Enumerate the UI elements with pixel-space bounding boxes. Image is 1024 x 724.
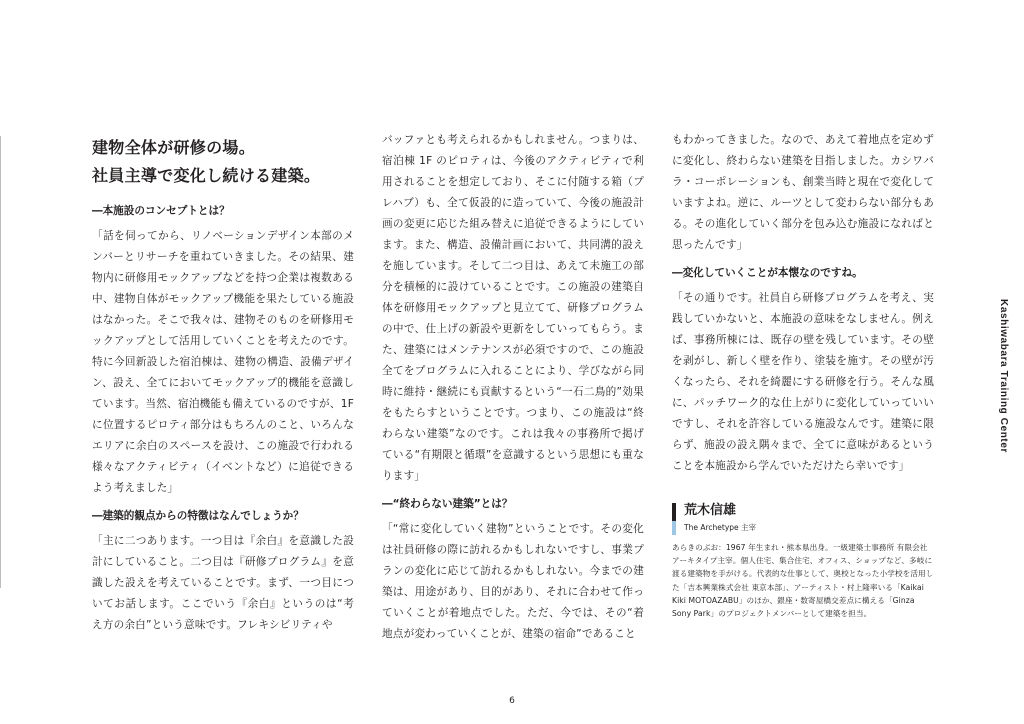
- article-title: [92, 134, 354, 190]
- title-line-2: 社員主導で変化し続ける建築。: [92, 166, 321, 185]
- title-line-1: 建物全体が研修の場。: [92, 138, 256, 157]
- answer-unending-part1: 「“常に変化していく建物”ということです。その変化は社員研修の際に訪れるかもしれないですし、事業プランの変化に応じて訪れるかもしれない。今までの建築は、用途があり、目的があり、それに合わせて作っていくことが着地点でした。ただ、今では、その“着地点が変わっていくことが、建築の宿命”であること: [382, 523, 644, 640]
- author-role-row: [684, 521, 934, 535]
- question-features: ―建築的観点からの特徴はなんでしょうか？: [92, 510, 304, 522]
- column-1: [92, 130, 354, 644]
- question-change: ―変化していくことが本懐なのですね。: [672, 267, 863, 279]
- author-profile: [672, 503, 934, 620]
- side-running-title: Kashiwabara Training Center: [998, 299, 1009, 454]
- column-2: [382, 130, 644, 653]
- question-unending-architecture: ―“終わらない建築”とは？: [382, 498, 513, 510]
- answer-concept: 「話を伺ってから、リノベーションデザイン本部のメンバーとリサーチを重ねていきました。その結果、建物内に研修用モックアップなどを持つ企業は複数ある中、建物自体がモックアップ機能を果たしている施設はなかった。そこで我々は、建物そのものを研修用モックアップとして活用していくことを考えたのです。特に今回新設した宿泊棟は、建物の構造、設備デザイン、設え、全てにおいてモックアップ的機能を意識しています。当然、宿泊機能も備えているのですが、1F に位置するピロティ部分はもちろんのこと、いろんなエリアに余白のスペースを設け、この施設で行われる様々なアクティビティ（イベントなど）に追従できるよう考えました」: [92, 230, 354, 494]
- answer-features-part1: 「主に二つあります。一つ目は『余白』を意識した設計にしていること。二つ目は『研修プログラム』を意識した設えを考えていることです。まず、一つ目についてお話します。ここでいう『余白』というのは“考え方の余白”という意味です。フレキシビリティや: [92, 535, 354, 631]
- author-bio: あらきのぶお：1967 年生まれ・熊本県出身。一級建築士事務所 有限会社アーキタイプ主宰。個人住宅、集合住宅、オフィス、ショップなど、多岐に渡る建築物を手がける。代表的な仕事として、奥校となった小学校を活用した「吉本興業株式会社 東京本部」、アーティスト・村上隆率いる「Kaikai Kiki MOTOAZABU」のほか、銀座・数寄屋橋交差点に構える「Ginza Sony Park」のプロジェクトメンバーとして建築を担当。: [672, 543, 934, 619]
- author-role-accent-bar: [672, 521, 676, 535]
- answer-features-part2: バッファとも考えられるかもしれません。つまりは、宿泊棟 1F のピロティは、今後のアクティビティで利用されることを想定しており、そこに付随する箱（プレハブ）も、全て仮設的に造っていて、今後の施設計画の変更に応じた組み替えに追従できるようにしています。また、構造、設備計画において、共同溝的設えを施しています。そして二つ目は、あえて未施工の部分を積極的に設けていることです。この施設の建築自体を研修用モックアップと見立てて、研修プログラムの中で、仕上げの新設や更新をしていってもらう。また、建築にはメンテナンスが必須ですので、この施設全てをプログラムに入れることにより、学びながら同時に維持・継続にも貢献するという“一石二鳥的”効果をもたらすということです。つまり、この施設は“終わらない建築”なのです。これは我々の事務所で掲げている“有期限と循環”を意識するという思想にも重なります」: [382, 134, 644, 482]
- column-3: [672, 130, 934, 620]
- author-header: [672, 503, 934, 535]
- answer-change: 「その通りです。社員自ら研修プログラムを考え、実践していかないと、本施設の意味をなしません。例えば、事務所棟には、既存の壁を残しています。その壁を剥がし、新しく壁を作り、塗装を施す。その壁が汚くなったら、それを綺麗にする研修を行う。そんな風に、パッチワーク的な仕上がりに変化していっていいですし、それを許容している施設なんです。建築に限らず、施設の設え隅々まで、全てに意味があるということを本施設から学んでいただけたら幸いです」: [672, 292, 934, 472]
- question-concept: ―本施設のコンセプトとは？: [92, 205, 230, 217]
- page-number: 6: [509, 696, 515, 706]
- left-edge-mark: [0, 136, 1, 588]
- author-name: 荒木信雄: [684, 503, 737, 518]
- answer-unending-part2: もわかってきました。なので、あえて着地点を定めずに変化し、終わらない建築を目指しました。カシワバラ・コーポレーションも、創業当時と現在で変化していますよね。逆に、ルーツとして変わらない部分もある。その進化していく部分を包み込む施設になればと思ったんです」: [672, 134, 934, 251]
- author-role: The Archetype 主宰: [684, 523, 757, 532]
